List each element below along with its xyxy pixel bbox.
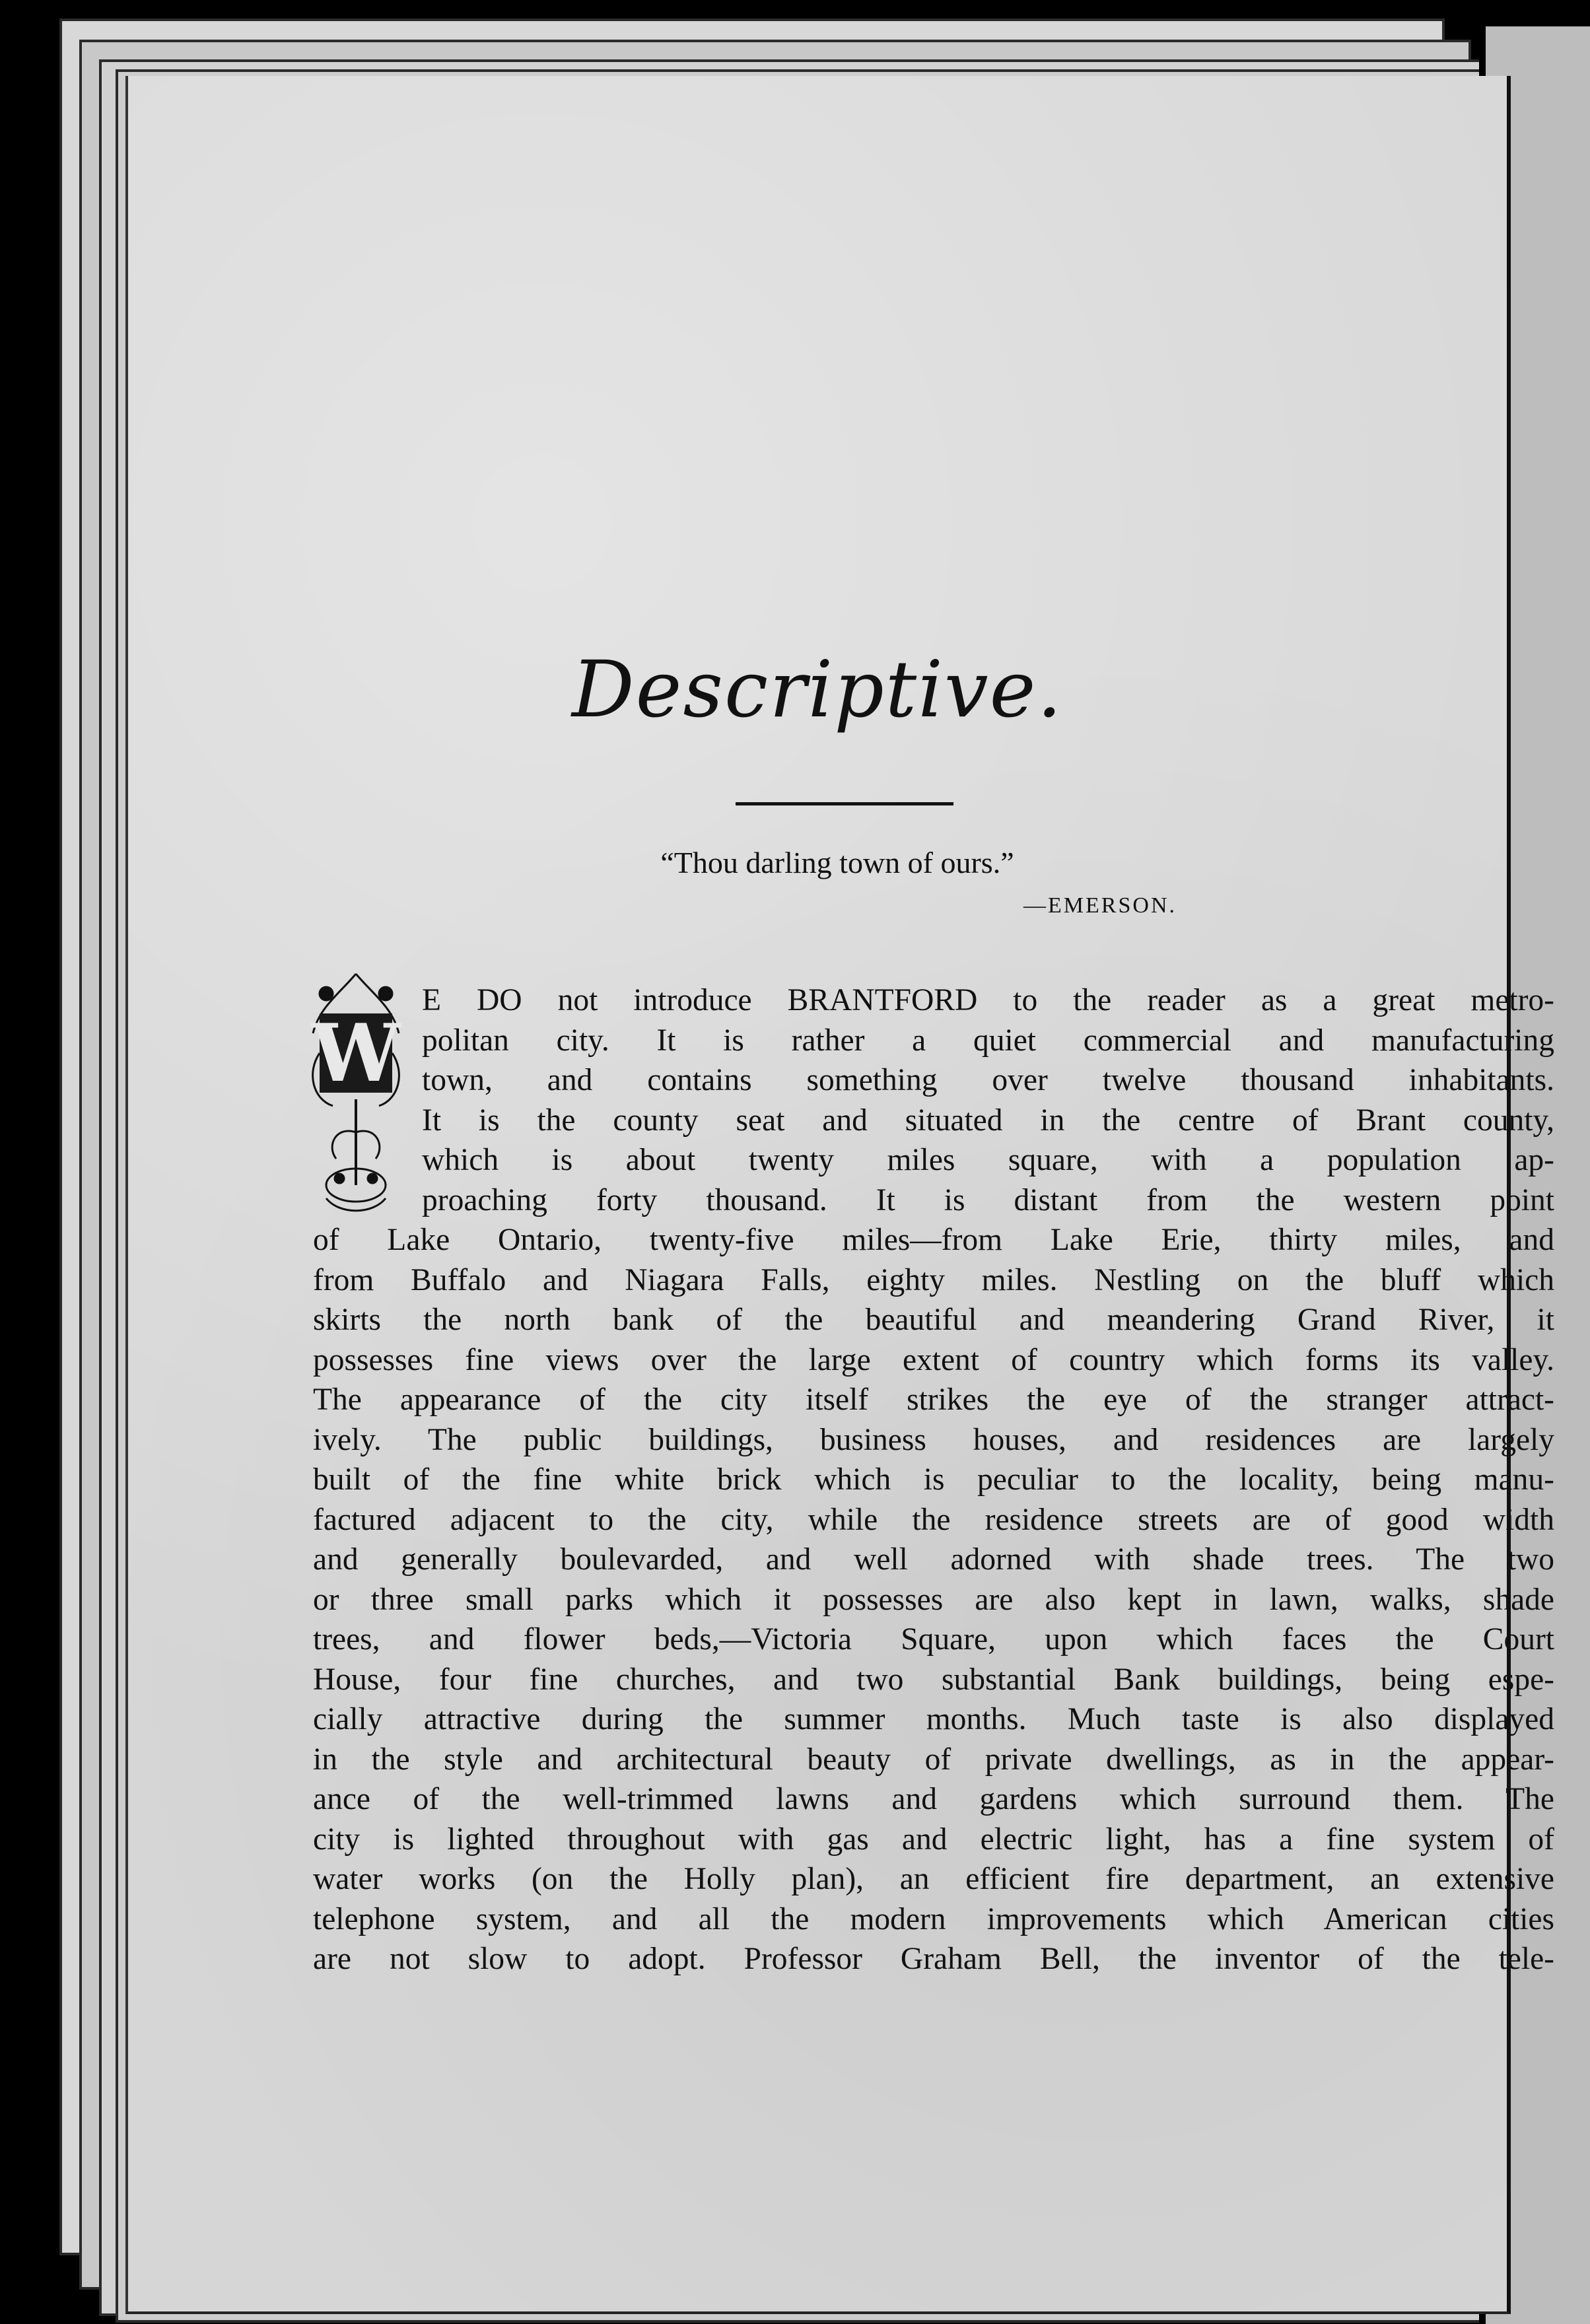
text-line: House, four fine churches, and two substantial Bank buildings, being espe- (313, 1662, 1554, 1697)
epigraph-attribution: —EMERSON. (1023, 893, 1177, 918)
text-line: E DO not introduce BRANTFORD to the reader as a great metro- (422, 983, 1554, 1017)
text-line: possesses fine views over the large extent of country which forms its valley. (313, 1342, 1554, 1377)
text-line: in the style and architectural beauty of private dwellings, as in the appear- (313, 1742, 1554, 1777)
text-line: or three small parks which it possesses are also kept in lawn, walks, shade (313, 1582, 1554, 1617)
text-line: and generally boulevarded, and well adorned with shade trees. The two (313, 1542, 1554, 1577)
text-line: are not slow to adopt. Professor Graham Bell, the inventor of the tele- (313, 1942, 1554, 1976)
text-line: The appearance of the city itself strikes the eye of the stranger attract- (313, 1383, 1554, 1417)
text-line: of Lake Ontario, twenty-five miles—from Lake Erie, thirty miles, and (313, 1223, 1554, 1257)
text-line: city is lighted throughout with gas and electric light, has a fine system of (313, 1822, 1554, 1857)
text-line: from Buffalo and Niagara Falls, eighty miles. Nestling on the bluff which (313, 1262, 1554, 1297)
body-text (313, 980, 1554, 1979)
text-line: It is the county seat and situated in the centre of Brant county, (422, 1103, 1554, 1138)
document-page (125, 76, 1554, 2314)
text-line: which is about twenty miles square, with a population ap- (422, 1143, 1554, 1177)
title-divider (736, 802, 953, 805)
text-line: trees, and flower beds,—Victoria Square, upon which faces the Court (313, 1622, 1554, 1657)
text-line: telephone system, and all the modern improvements which American cities (313, 1901, 1554, 1936)
text-line: proaching forty thousand. It is distant from the western point (422, 1182, 1554, 1217)
drop-cap-letter: W (311, 1007, 401, 1100)
text-line: cially attractive during the summer months. Much taste is also displayed (313, 1702, 1554, 1736)
text-line: ance of the well-trimmed lawns and gardens which surround them. The (313, 1782, 1554, 1816)
epigraph-quote: “Thou darling town of ours.” (660, 846, 1014, 879)
text-line: water works (on the Holly plan), an efficient fire department, an extensive (313, 1862, 1554, 1896)
text-line: ively. The public buildings, business houses, and residences are largely (313, 1422, 1554, 1457)
page-title: Descriptive. (572, 644, 1063, 735)
text-line: built of the fine white brick which is peculiar to the locality, being manu- (313, 1462, 1554, 1497)
text-line: politan city. It is rather a quiet commercial and manufacturing (422, 1023, 1554, 1058)
text-line: town, and contains something over twelve thousand inhabitants. (422, 1063, 1554, 1097)
text-line: factured adjacent to the city, while the residence streets are of good width (313, 1502, 1554, 1537)
text-line: skirts the north bank of the beautiful and meandering Grand River, it (313, 1303, 1554, 1337)
